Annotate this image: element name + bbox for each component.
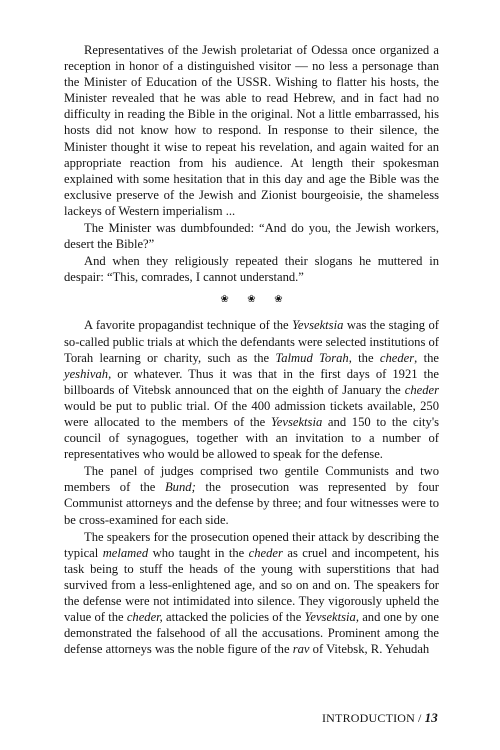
page-number: 13	[424, 710, 438, 725]
italic-term: cheder	[404, 382, 439, 397]
flower-ornament-icon: ❀	[220, 294, 237, 306]
body-text	[64, 42, 439, 657]
section-title: INTRODUCTION	[321, 711, 416, 725]
paragraph-minister-dumbfounded: The Minister was dumbfounded: “And do you, the Jewish workers, desert the Bible?”	[64, 221, 439, 252]
footer-separator: /	[418, 711, 422, 725]
paragraph-public-trials	[64, 317, 439, 462]
text-run: , or whatever. Thus it was that in the first days of 1921 the billboards of Vitebsk announced that on the eighth of January the	[64, 366, 439, 397]
italic-term: melamed	[102, 545, 149, 560]
text-run: attacked the policies of the	[162, 610, 305, 625]
italic-term: cheder	[379, 350, 415, 365]
text-run: and one by one demonstrated the falsehood of all the accusations. Prominent among the defense attorneys was the noble figure of the	[64, 610, 439, 657]
text-run: , the	[414, 350, 439, 365]
text-run: , the	[348, 350, 380, 365]
text-run: who taught in the	[148, 545, 249, 560]
italic-term: Yevsektsia	[292, 318, 344, 333]
paragraph-panel-of-judges	[64, 463, 439, 527]
text-run: A favorite propagandist technique of the	[84, 318, 293, 333]
flower-ornament-icon: ❀	[247, 294, 264, 306]
text-run: the prosecution was represented by four Communist attorneys and the defense by three; and four witnesses were to be cross-examined for each side.	[64, 480, 439, 527]
flower-ornament-icon: ❀	[274, 294, 291, 306]
italic-term: cheder,	[126, 610, 163, 625]
paragraph-minister-despair: And when they religiously repeated their slogans he muttered in despair: “This, comrades, I cannot understand.”	[64, 254, 439, 285]
section-break-ornament	[64, 293, 439, 307]
text-run: The panel of judges comprised two gentile Communists and two members of the	[64, 464, 439, 495]
text-run: of Vitebsk, R. Yehudah	[309, 642, 430, 657]
text-run: would be put to public trial. Of the 400 admission tickets available, 250 were allocated to the members of the	[64, 398, 439, 429]
italic-term: Yevsektsia,	[304, 610, 359, 625]
paragraph-odessa-reception: Representatives of the Jewish proletariat of Odessa once organized a reception in honor of a distinguished visitor — no less a personage than the Minister of Education of the USSR. Wishing to flatter his hosts, the Minister revealed that he was able to read Hebrew, and in fact had no difficulty in reading the Bible in the original. Not a little embarrassed, his hosts did not know how to respond. In response to their silence, the Minister thought it wise to repeat his revelation, and again waited for an appropriate reaction from his audience. At length their spokesman explained with some hesitation that in this day and age the Bible was the exclusive preserve of the Jewish and Zionist bourgeoisie, the shameless lackeys of Western imperialism ...	[64, 43, 439, 218]
text-run: The speakers for the prosecution opened their attack by describing the typical	[64, 529, 439, 560]
italic-term: Talmud Torah	[275, 350, 349, 365]
text-run: was the staging of so-called public trials at which the defendants were selected institutions of Torah learning or charity, such as the	[64, 318, 439, 365]
italic-term: rav	[292, 642, 310, 657]
italic-term: yeshivah	[64, 366, 109, 381]
italic-term: Bund;	[164, 480, 196, 495]
paragraph-prosecution-attack	[64, 529, 439, 658]
running-footer	[322, 710, 438, 726]
text-run: as cruel and incompetent, his task being to stuff the heads of the young with superstitions that had survived from a less-enlightened age, and so on and on. The speakers for the defense were not intimidated into silence. They vigorously upheld the value of the	[64, 545, 439, 625]
text-run: and 150 to the city's council of synagogues, together with an invitation to a number of representatives who would be allowed to speak for the defense.	[64, 414, 439, 462]
italic-term: Yevsektsia	[270, 414, 323, 429]
italic-term: cheder	[248, 545, 283, 560]
